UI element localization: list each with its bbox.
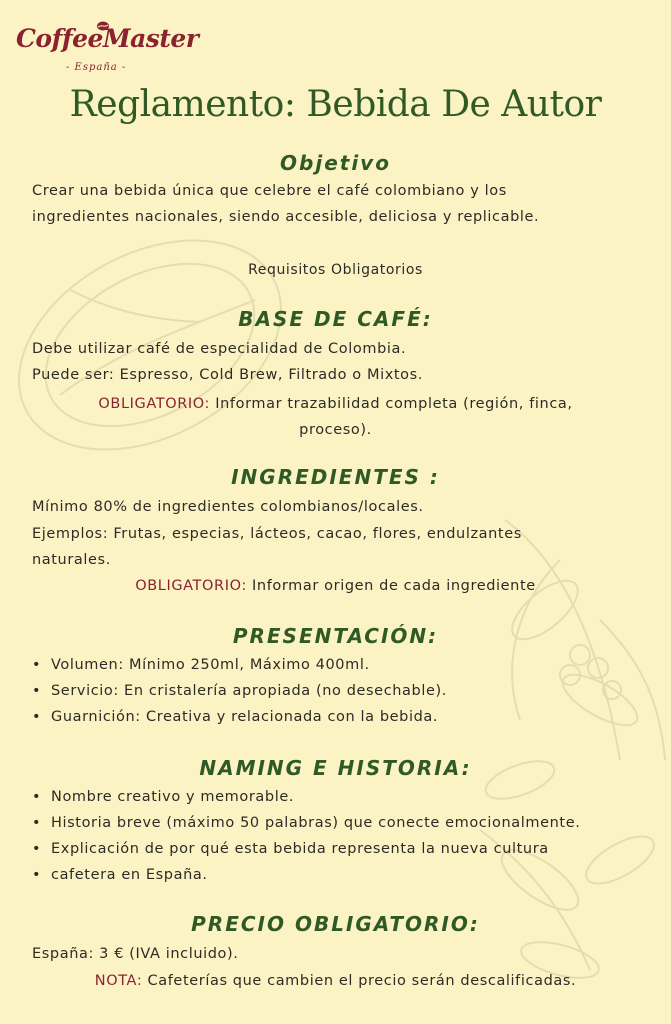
list-item: • Explicación de por qué esta bebida representa la nueva cultura (32, 836, 580, 862)
list-item: • Volumen: Mínimo 250ml, Máximo 400ml. (32, 652, 447, 678)
naming-heading: NAMING E HISTORIA: (199, 756, 472, 780)
list-item-continuation (32, 862, 580, 888)
logo-subtitle: - España - (66, 62, 127, 73)
brand-logo (16, 20, 199, 76)
base-note (0, 391, 671, 417)
ingredientes-line-2: Ejemplos: Frutas, especias, lácteos, cacao, flores, endulzantes (32, 526, 522, 542)
list-item: • Servicio: En cristalería apropiada (no desechable). (32, 678, 447, 704)
presentacion-list (32, 652, 447, 730)
objetivo-line-2: ingredientes nacionales, siendo accesible, deliciosa y replicable. (32, 209, 540, 225)
base-line-2: Puede ser: Espresso, Cold Brew, Filtrado o Mixtos. (32, 367, 423, 383)
page-title: Reglamento: Bebida De Autor (69, 84, 602, 125)
precio-heading: PRECIO OBLIGATORIO: (191, 912, 480, 936)
base-note-cont: proceso). (299, 422, 372, 438)
list-item: • Historia breve (máximo 50 palabras) que conecte emocionalmente. (32, 810, 580, 836)
objetivo-heading: Objetivo (280, 151, 391, 175)
naming-item3-cont: cafetera en España. (51, 867, 208, 883)
ingredientes-line-3: naturales. (32, 552, 111, 568)
precio-note-tag: NOTA: (94, 973, 143, 989)
presentacion-heading: PRESENTACIÓN: (232, 624, 439, 648)
base-cafe-heading: BASE DE CAFÉ: (238, 307, 433, 331)
precio-note (0, 968, 671, 994)
ingredientes-note-text: Informar origen de cada ingrediente (246, 578, 536, 594)
ingredientes-note-tag: OBLIGATORIO: (135, 578, 247, 594)
precio-note-text: Cafeterías que cambien el precio serán descalificadas. (142, 973, 577, 989)
list-item: • Nombre creativo y memorable. (32, 784, 580, 810)
ingredientes-line-1: Mínimo 80% de ingredientes colombianos/locales. (32, 499, 424, 515)
base-line-1: Debe utilizar café de especialidad de Colombia. (32, 341, 407, 357)
list-item: • Guarnición: Creativa y relacionada con la bebida. (32, 704, 447, 730)
precio-line: España: 3 € (IVA incluido). (32, 946, 239, 962)
naming-list (32, 784, 580, 888)
base-note-text: Informar trazabilidad completa (región, finca, (210, 396, 573, 412)
base-note-tag: OBLIGATORIO: (98, 396, 211, 412)
ingredientes-heading: INGREDIENTES : (231, 465, 440, 489)
ingredientes-note (0, 573, 671, 599)
requisitos-label: Requisitos Obligatorios (248, 262, 423, 278)
logo-name: CoffeeMaster (16, 24, 199, 53)
objetivo-line-1: Crear una bebida única que celebre el café colombiano y los (32, 183, 507, 199)
